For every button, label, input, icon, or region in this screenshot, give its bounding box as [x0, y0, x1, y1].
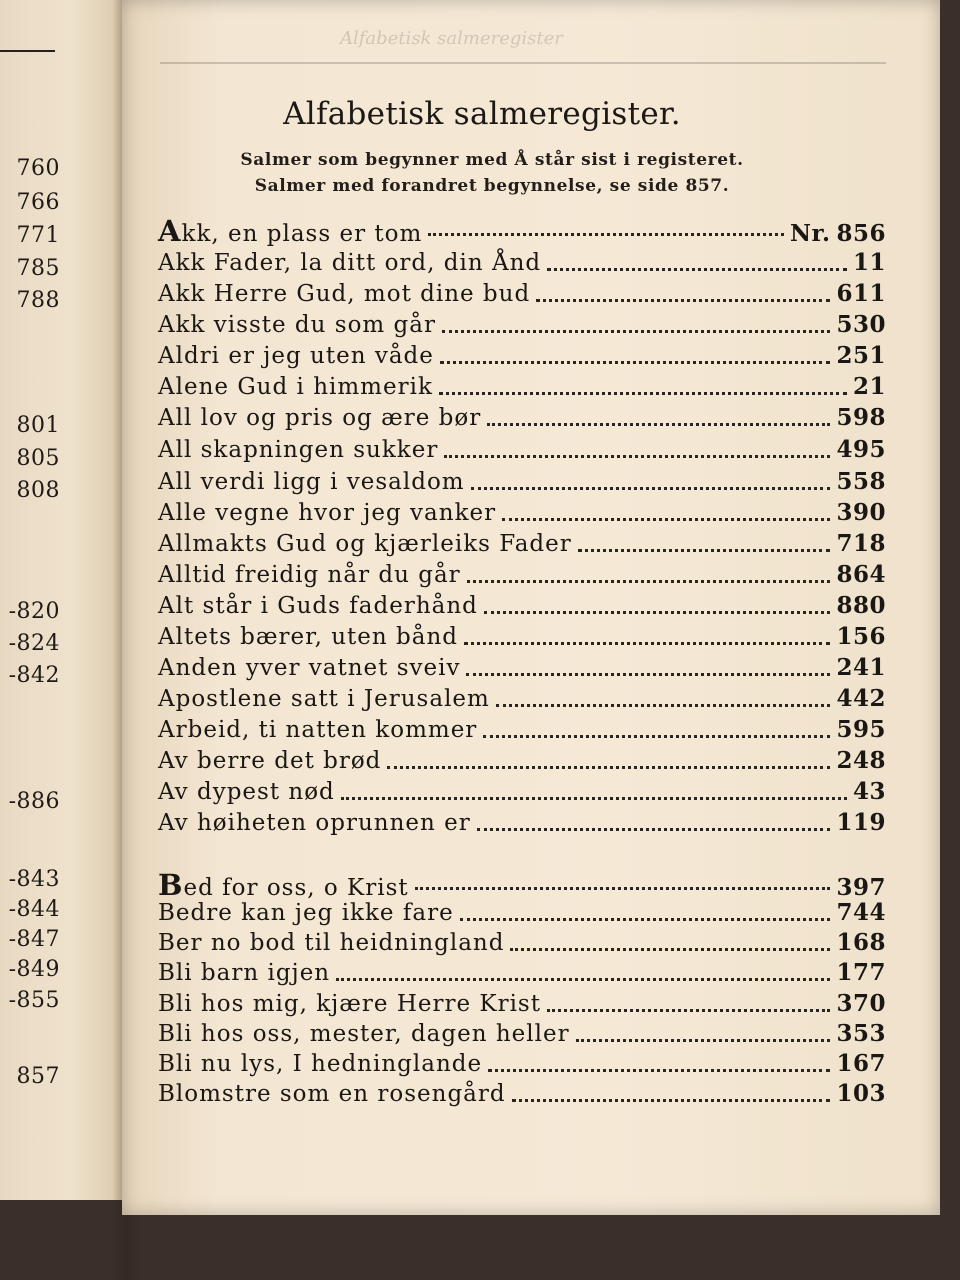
- hymn-title: [158, 214, 422, 248]
- left-page-number: -842: [8, 663, 60, 688]
- hymn-entry: [158, 311, 886, 341]
- hymn-entry: [158, 468, 886, 498]
- hymn-number: 864: [836, 561, 886, 588]
- hymn-title: Alle vegne hvor jeg vanker: [158, 500, 497, 526]
- hymn-entry: [158, 778, 886, 808]
- left-page-number: -824: [8, 631, 60, 656]
- hymn-entry: [158, 530, 886, 560]
- hymn-entry: [158, 561, 886, 591]
- hymn-title: Altets bærer, uten bånd: [158, 624, 458, 650]
- hymn-entry: [158, 249, 886, 279]
- hymn-number: 558: [836, 468, 886, 495]
- hymn-title: Apostlene satt i Jerusalem: [158, 686, 490, 712]
- left-page-number: -886: [8, 789, 60, 814]
- hymn-title: Akk Fader, la ditt ord, din Ånd: [158, 250, 542, 276]
- leader-dots: [467, 579, 831, 583]
- hymn-title: Av berre det brød: [158, 748, 382, 774]
- hymn-title: All lov og pris og ære bør: [158, 405, 482, 431]
- hymn-entry: [158, 929, 886, 959]
- hymn-title: Arbeid, ti natten kommer: [158, 717, 478, 743]
- hymn-title: All skapningen sukker: [158, 437, 439, 463]
- hymn-title: Ber no bod til heidningland: [158, 930, 505, 956]
- left-page-rule: [0, 50, 55, 52]
- hymn-number: 880: [836, 592, 886, 619]
- left-page-number: 766: [16, 190, 60, 215]
- leader-dots: [387, 765, 830, 769]
- hymn-number: 598: [836, 404, 886, 431]
- page-title: Alfabetisk salmeregister.: [283, 96, 681, 132]
- hymn-title: Av høiheten oprunnen er: [158, 810, 471, 836]
- hymn-title: Allmakts Gud og kjærleiks Fader: [158, 531, 572, 557]
- left-page-number: 805: [16, 446, 60, 471]
- hymn-entry: [158, 1050, 886, 1080]
- left-page: [0, 0, 128, 1200]
- left-page-number: 785: [16, 256, 60, 281]
- leader-dots: [442, 329, 831, 333]
- hymn-number: 177: [836, 959, 886, 986]
- hymn-entry: [158, 809, 886, 839]
- hymn-number: 103: [836, 1080, 886, 1107]
- hymn-title: Anden yver vatnet sveiv: [158, 655, 461, 681]
- left-page-number: -820: [8, 599, 60, 624]
- leader-dots: [576, 1038, 831, 1042]
- hymn-number: 611: [836, 280, 886, 307]
- hymn-title: Alltid freidig når du går: [158, 562, 461, 588]
- leader-dots: [536, 298, 830, 302]
- hymn-entry: [158, 214, 886, 248]
- hymn-title: Bli hos oss, mester, dagen heller: [158, 1021, 570, 1047]
- hymn-entry: [158, 280, 886, 310]
- left-page-number: -855: [8, 988, 60, 1013]
- hymn-title: Bli barn igjen: [158, 960, 331, 986]
- hymn-title: Akk visste du som går: [158, 312, 436, 338]
- hymn-entry: [158, 959, 886, 989]
- leader-dots: [428, 232, 784, 236]
- hymn-title: [158, 868, 409, 902]
- left-page-number: -844: [8, 897, 60, 922]
- hymn-title: Av dypest nød: [158, 779, 335, 805]
- hymn-number: 241: [836, 654, 886, 681]
- hymn-title: Aldri er jeg uten våde: [158, 343, 434, 369]
- hymn-title: All verdi ligg i vesaldom: [158, 469, 465, 495]
- left-page-number: 771: [16, 223, 60, 248]
- leader-dots: [460, 917, 831, 921]
- header-rule: [160, 62, 886, 64]
- hymn-entry: [158, 685, 886, 715]
- leader-dots: [512, 1098, 831, 1102]
- number-prefix: Nr.: [789, 220, 831, 247]
- hymn-number: 397: [836, 874, 886, 901]
- leader-dots: [578, 548, 831, 552]
- hymn-entry: [158, 899, 886, 929]
- hymn-number: 156: [836, 623, 886, 650]
- hymn-title-rest: ed for oss, o Krist: [183, 875, 409, 901]
- hymn-entry: [158, 499, 886, 529]
- hymn-number: 442: [836, 685, 886, 712]
- leader-dots: [464, 641, 831, 645]
- hymn-entry: [158, 404, 886, 434]
- leader-dots: [440, 360, 831, 364]
- leader-dots: [483, 734, 830, 738]
- hymn-title-rest: kk, en plass er tom: [181, 221, 423, 247]
- hymn-entry: [158, 868, 886, 902]
- leader-dots: [496, 703, 831, 707]
- hymn-title: Alt står i Guds faderhånd: [158, 593, 478, 619]
- left-page-number: -847: [8, 927, 60, 952]
- hymn-entry: [158, 716, 886, 746]
- leader-dots: [547, 1008, 831, 1012]
- leader-dots: [477, 827, 831, 831]
- leader-dots: [466, 672, 830, 676]
- hymn-entry: [158, 342, 886, 372]
- leader-dots: [488, 1068, 830, 1072]
- leader-dots: [444, 454, 830, 458]
- hymn-number: 744: [836, 899, 886, 926]
- hymn-number: 595: [836, 716, 886, 743]
- hymn-entry: [158, 373, 886, 403]
- hymn-number: 11: [852, 249, 886, 276]
- leader-dots: [510, 947, 830, 951]
- hymn-entry: [158, 623, 886, 653]
- hymn-title: Bedre kan jeg ikke fare: [158, 900, 454, 926]
- left-page-number: 760: [16, 156, 60, 181]
- hymn-number: 495: [836, 436, 886, 463]
- hymn-title: Bli nu lys, I hedninglande: [158, 1051, 483, 1077]
- hymn-number: 390: [836, 499, 886, 526]
- left-page-number: 801: [16, 413, 60, 438]
- left-page-number: 788: [16, 288, 60, 313]
- leader-dots: [471, 486, 831, 490]
- hymn-title: Bli hos mig, kjære Herre Krist: [158, 991, 541, 1017]
- leader-dots: [341, 796, 847, 800]
- hymn-number-value: 856: [836, 220, 886, 247]
- leader-dots: [336, 977, 830, 981]
- subtitle-line: Salmer som begynner med Å står sist i registeret.: [240, 150, 744, 170]
- leader-dots: [547, 267, 847, 271]
- section-initial: A: [158, 214, 182, 248]
- leader-dots: [487, 422, 830, 426]
- hymn-number: 119: [836, 809, 886, 836]
- running-head: Alfabetisk salmeregister: [340, 28, 563, 49]
- hymn-number: 370: [836, 990, 886, 1017]
- hymn-number: 168: [836, 929, 886, 956]
- left-page-number: 857: [16, 1064, 60, 1089]
- left-page-number: 808: [16, 478, 60, 503]
- hymn-entry: [158, 1020, 886, 1050]
- hymn-number: 43: [852, 778, 886, 805]
- hymn-number: [790, 220, 886, 247]
- section-initial: B: [158, 868, 184, 902]
- hymn-number: 248: [836, 747, 886, 774]
- hymn-number: 21: [852, 373, 886, 400]
- left-page-number: -843: [8, 867, 60, 892]
- leader-dots: [439, 391, 847, 395]
- hymn-entry: [158, 436, 886, 466]
- hymn-entry: [158, 990, 886, 1020]
- hymn-number: 353: [836, 1020, 886, 1047]
- hymn-number: 167: [836, 1050, 886, 1077]
- hymn-entry: [158, 747, 886, 777]
- subtitle-line: Salmer med forandret begynnelse, se side 857.: [254, 176, 730, 196]
- left-page-number: -849: [8, 957, 60, 982]
- leader-dots: [415, 886, 831, 890]
- hymn-number: 251: [836, 342, 886, 369]
- leader-dots: [484, 610, 831, 614]
- hymn-title: Akk Herre Gud, mot dine bud: [158, 281, 531, 307]
- leader-dots: [502, 517, 830, 521]
- hymn-entry: [158, 1080, 886, 1110]
- hymn-title: Blomstre som en rosengård: [158, 1081, 506, 1107]
- hymn-title: Alene Gud i himmerik: [158, 374, 433, 400]
- hymn-entry: [158, 592, 886, 622]
- hymn-number: 718: [836, 530, 886, 557]
- hymn-entry: [158, 654, 886, 684]
- hymn-number: 530: [836, 311, 886, 338]
